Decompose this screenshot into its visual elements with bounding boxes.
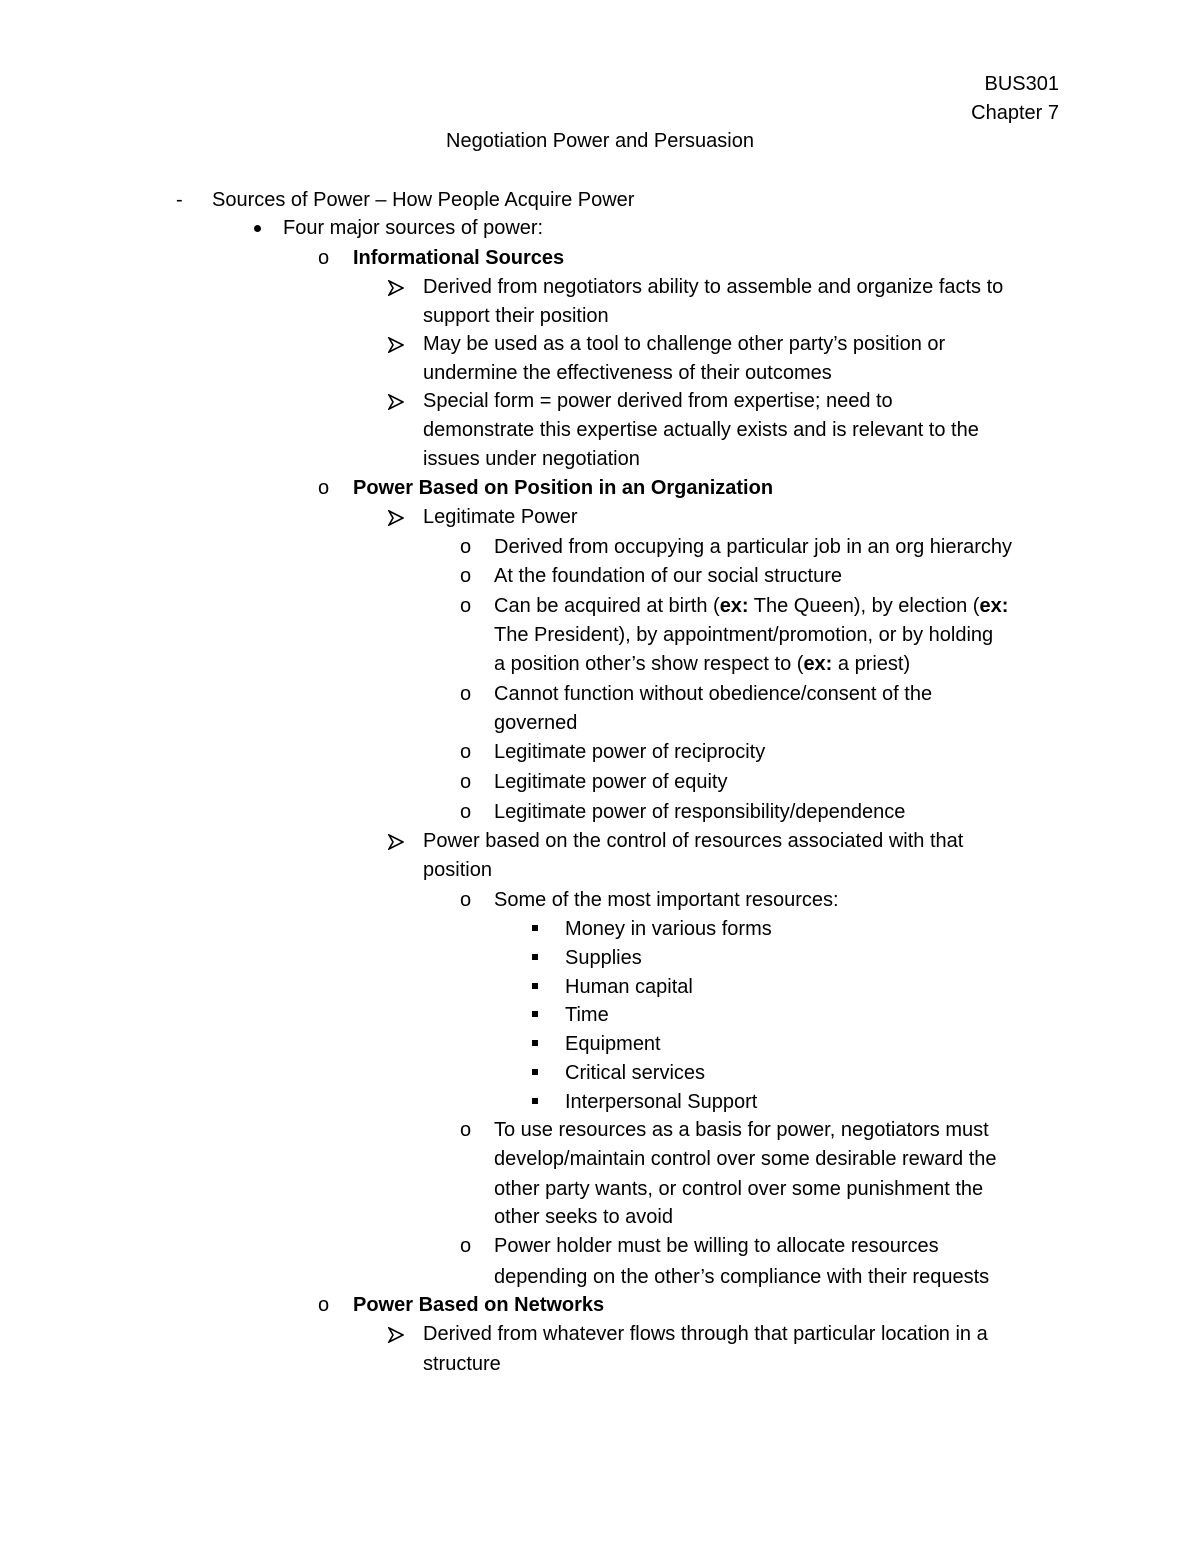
- resource-item: Human capital: [565, 976, 693, 998]
- resource-item: Time: [565, 1004, 609, 1026]
- list-item-text: support their position: [423, 305, 609, 327]
- square-bullet: [532, 1098, 538, 1104]
- circle-bullet: o: [460, 565, 472, 587]
- list-item-text: At the foundation of our social structure: [494, 565, 842, 587]
- list-item-text: May be used as a tool to challenge other party’s position or: [423, 333, 946, 355]
- resource-item: Money in various forms: [565, 918, 772, 940]
- document-title: Negotiation Power and Persuasion: [446, 130, 754, 152]
- resource-item: Supplies: [565, 947, 642, 969]
- arrow-bullet-icon: [388, 394, 404, 410]
- list-item-text: Derived from whatever flows through that particular location in a: [423, 1323, 988, 1345]
- circle-bullet: o: [318, 1294, 330, 1316]
- square-bullet: [532, 925, 538, 931]
- list-item-text: Cannot function without obedience/consent of the: [494, 683, 933, 705]
- list-item-text: undermine the effectiveness of their outcomes: [423, 362, 832, 384]
- course-code: BUS301: [984, 73, 1059, 95]
- list-item-text: Derived from negotiators ability to assemble and organize facts to: [423, 276, 1004, 298]
- square-bullet: [532, 1069, 538, 1075]
- list-item-legitimate-power: Legitimate Power: [423, 506, 578, 528]
- square-bullet: [532, 954, 538, 960]
- list-item-text: Legitimate power of equity: [494, 771, 728, 793]
- list-item-text: governed: [494, 712, 578, 734]
- list-item-text: Some of the most important resources:: [494, 889, 839, 911]
- circle-bullet: o: [460, 1119, 472, 1141]
- circle-bullet: o: [460, 801, 472, 823]
- list-item-text: Legitimate power of reciprocity: [494, 741, 766, 763]
- circle-bullet: o: [318, 247, 330, 269]
- dash-bullet: -: [176, 189, 183, 211]
- arrow-bullet-icon: [388, 337, 404, 353]
- list-item-text: Can be acquired at birth (ex: The Queen), by election (ex:: [494, 595, 1009, 617]
- resource-item: Interpersonal Support: [565, 1091, 758, 1113]
- list-item-text: a position other’s show respect to (ex: a priest): [494, 653, 911, 675]
- arrow-bullet-icon: [388, 1327, 404, 1343]
- heading-power-based-on-networks: Power Based on Networks: [353, 1294, 605, 1316]
- list-item-text: other party wants, or control over some punishment the: [494, 1178, 984, 1200]
- circle-bullet: o: [460, 595, 472, 617]
- arrow-bullet-icon: [388, 834, 404, 850]
- circle-bullet: o: [460, 771, 472, 793]
- list-item-text: develop/maintain control over some desirable reward the: [494, 1148, 997, 1170]
- list-item-text: position: [423, 859, 492, 881]
- list-item-text: issues under negotiation: [423, 448, 640, 470]
- circle-bullet: o: [460, 683, 472, 705]
- resource-item: Critical services: [565, 1062, 706, 1084]
- circle-bullet: o: [460, 741, 472, 763]
- arrow-bullet-icon: [388, 510, 404, 526]
- heading-power-based-on-position: Power Based on Position in an Organization: [353, 477, 774, 499]
- square-bullet: [532, 983, 538, 989]
- circle-bullet: o: [460, 536, 472, 558]
- list-item-text: demonstrate this expertise actually exists and is relevant to the: [423, 419, 979, 441]
- list-item-text: Power holder must be willing to allocate resources: [494, 1235, 939, 1257]
- list-item-text: To use resources as a basis for power, negotiators must: [494, 1119, 989, 1141]
- dot-bullet: [254, 225, 261, 232]
- list-item-four-sources: Four major sources of power:: [283, 217, 544, 239]
- list-item-text: Power based on the control of resources associated with that: [423, 830, 964, 852]
- circle-bullet: o: [460, 1235, 472, 1257]
- square-bullet: [532, 1040, 538, 1046]
- square-bullet: [532, 1011, 538, 1017]
- list-item-text: Legitimate power of responsibility/dependence: [494, 801, 906, 823]
- list-item-text: The President), by appointment/promotion, or by holding: [494, 624, 994, 646]
- list-item-text: other seeks to avoid: [494, 1206, 673, 1228]
- list-item-text: Special form = power derived from expertise; need to: [423, 390, 893, 412]
- list-item-text: structure: [423, 1353, 501, 1375]
- heading-informational-sources: Informational Sources: [353, 247, 565, 269]
- list-item-text: Derived from occupying a particular job in an org hierarchy: [494, 536, 1013, 558]
- list-item-text: depending on the other’s compliance with their requests: [494, 1266, 990, 1288]
- chapter-label: Chapter 7: [971, 102, 1059, 124]
- resource-item: Equipment: [565, 1033, 661, 1055]
- circle-bullet: o: [460, 889, 472, 911]
- list-item-sources-of-power: Sources of Power – How People Acquire Power: [212, 189, 635, 211]
- circle-bullet: o: [318, 477, 330, 499]
- arrow-bullet-icon: [388, 280, 404, 296]
